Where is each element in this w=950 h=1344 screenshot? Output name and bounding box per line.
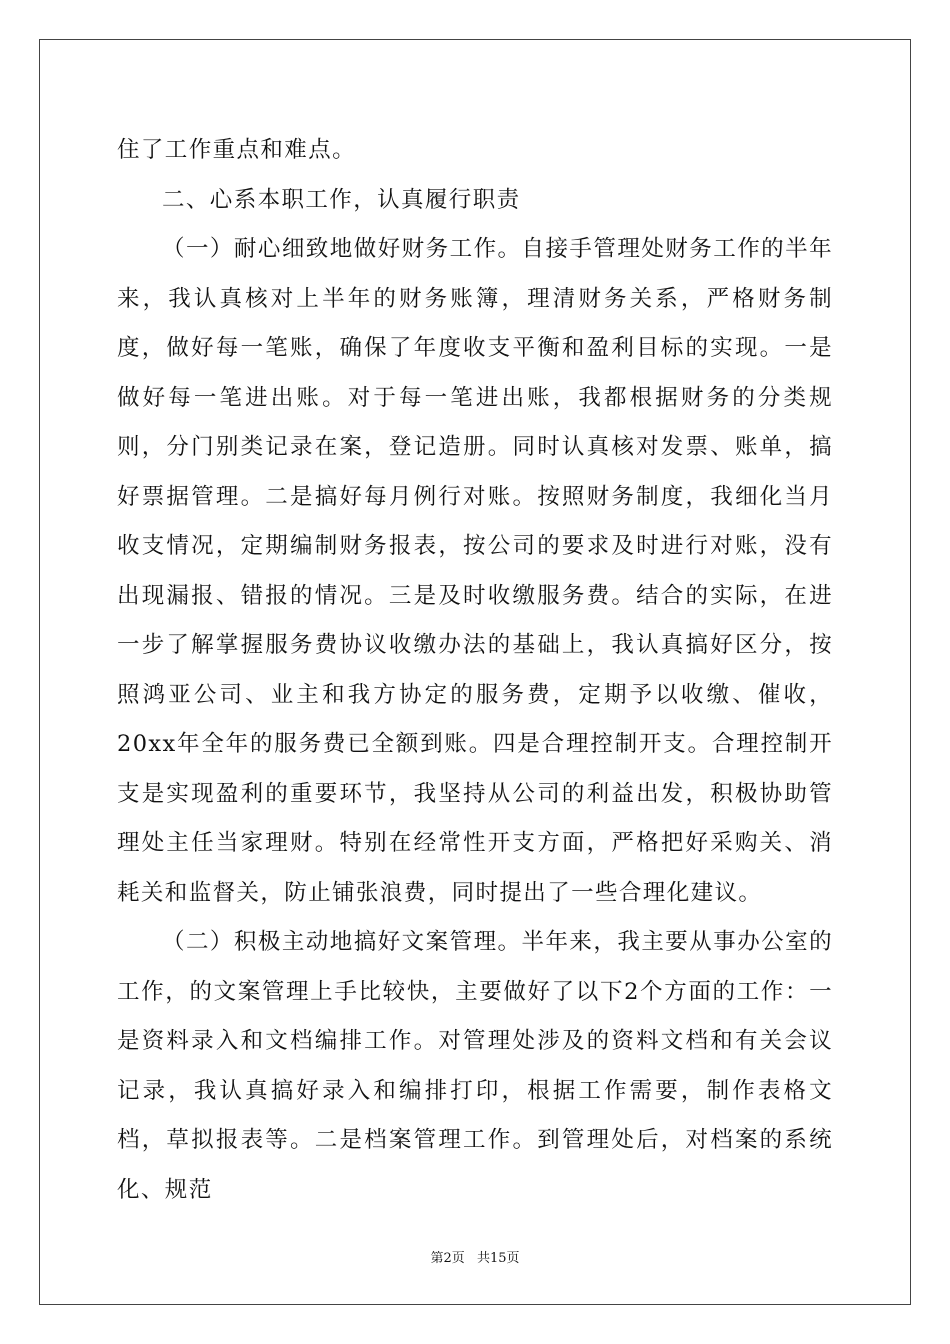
page-footer	[0, 1247, 950, 1266]
document-body	[117, 126, 833, 1215]
paragraph-finance: （一）耐心细致地做好财务工作。自接手管理处财务工作的半年来，我认真核对上半年的财务账簿，理清财务关系，严格财务制度，做好每一笔账，确保了年度收支平衡和盈利目标的实现。一是做好每一笔进出账。对于每一笔进出账，我都根据财务的分类规则，分门别类记录在案，登记造册。同时认真核对发票、账单，搞好票据管理。二是搞好每月例行对账。按照财务制度，我细化当月收支情况，定期编制财务报表，按公司的要求及时进行对账，没有出现漏报、错报的情况。三是及时收缴服务费。结合的实际，在进一步了解掌握服务费协议收缴办法的基础上，我认真搞好区分，按照鸿亚公司、业主和我方协定的服务费，定期予以收缴、催收，20xx年全年的服务费已全额到账。四是合理控制开支。合理控制开支是实现盈利的重要环节，我坚持从公司的利益出发，积极协助管理处主任当家理财。特别在经常性开支方面，严格把好采购关、消耗关和监督关，防止铺张浪费，同时提出了一些合理化建议。	[117, 236, 833, 906]
page-total: 共15页	[476, 1251, 520, 1266]
section-heading: 二、心系本职工作，认真履行职责	[162, 186, 521, 213]
paragraph-document-management: （二）积极主动地搞好文案管理。半年来，我主要从事办公室的工作，的文案管理上手比较快，主要做好了以下2个方面的工作：一是资料录入和文档编排工作。对管理处涉及的资料文档和有关会议记录，我认真搞好录入和编排打印，根据工作需要，制作表格文档，草拟报表等。二是档案管理工作。到管理处后，对档案的系统化、规范	[117, 929, 833, 1203]
page-number: 第2页	[430, 1251, 465, 1266]
paragraph-continuation: 住了工作重点和难点。	[117, 137, 357, 163]
